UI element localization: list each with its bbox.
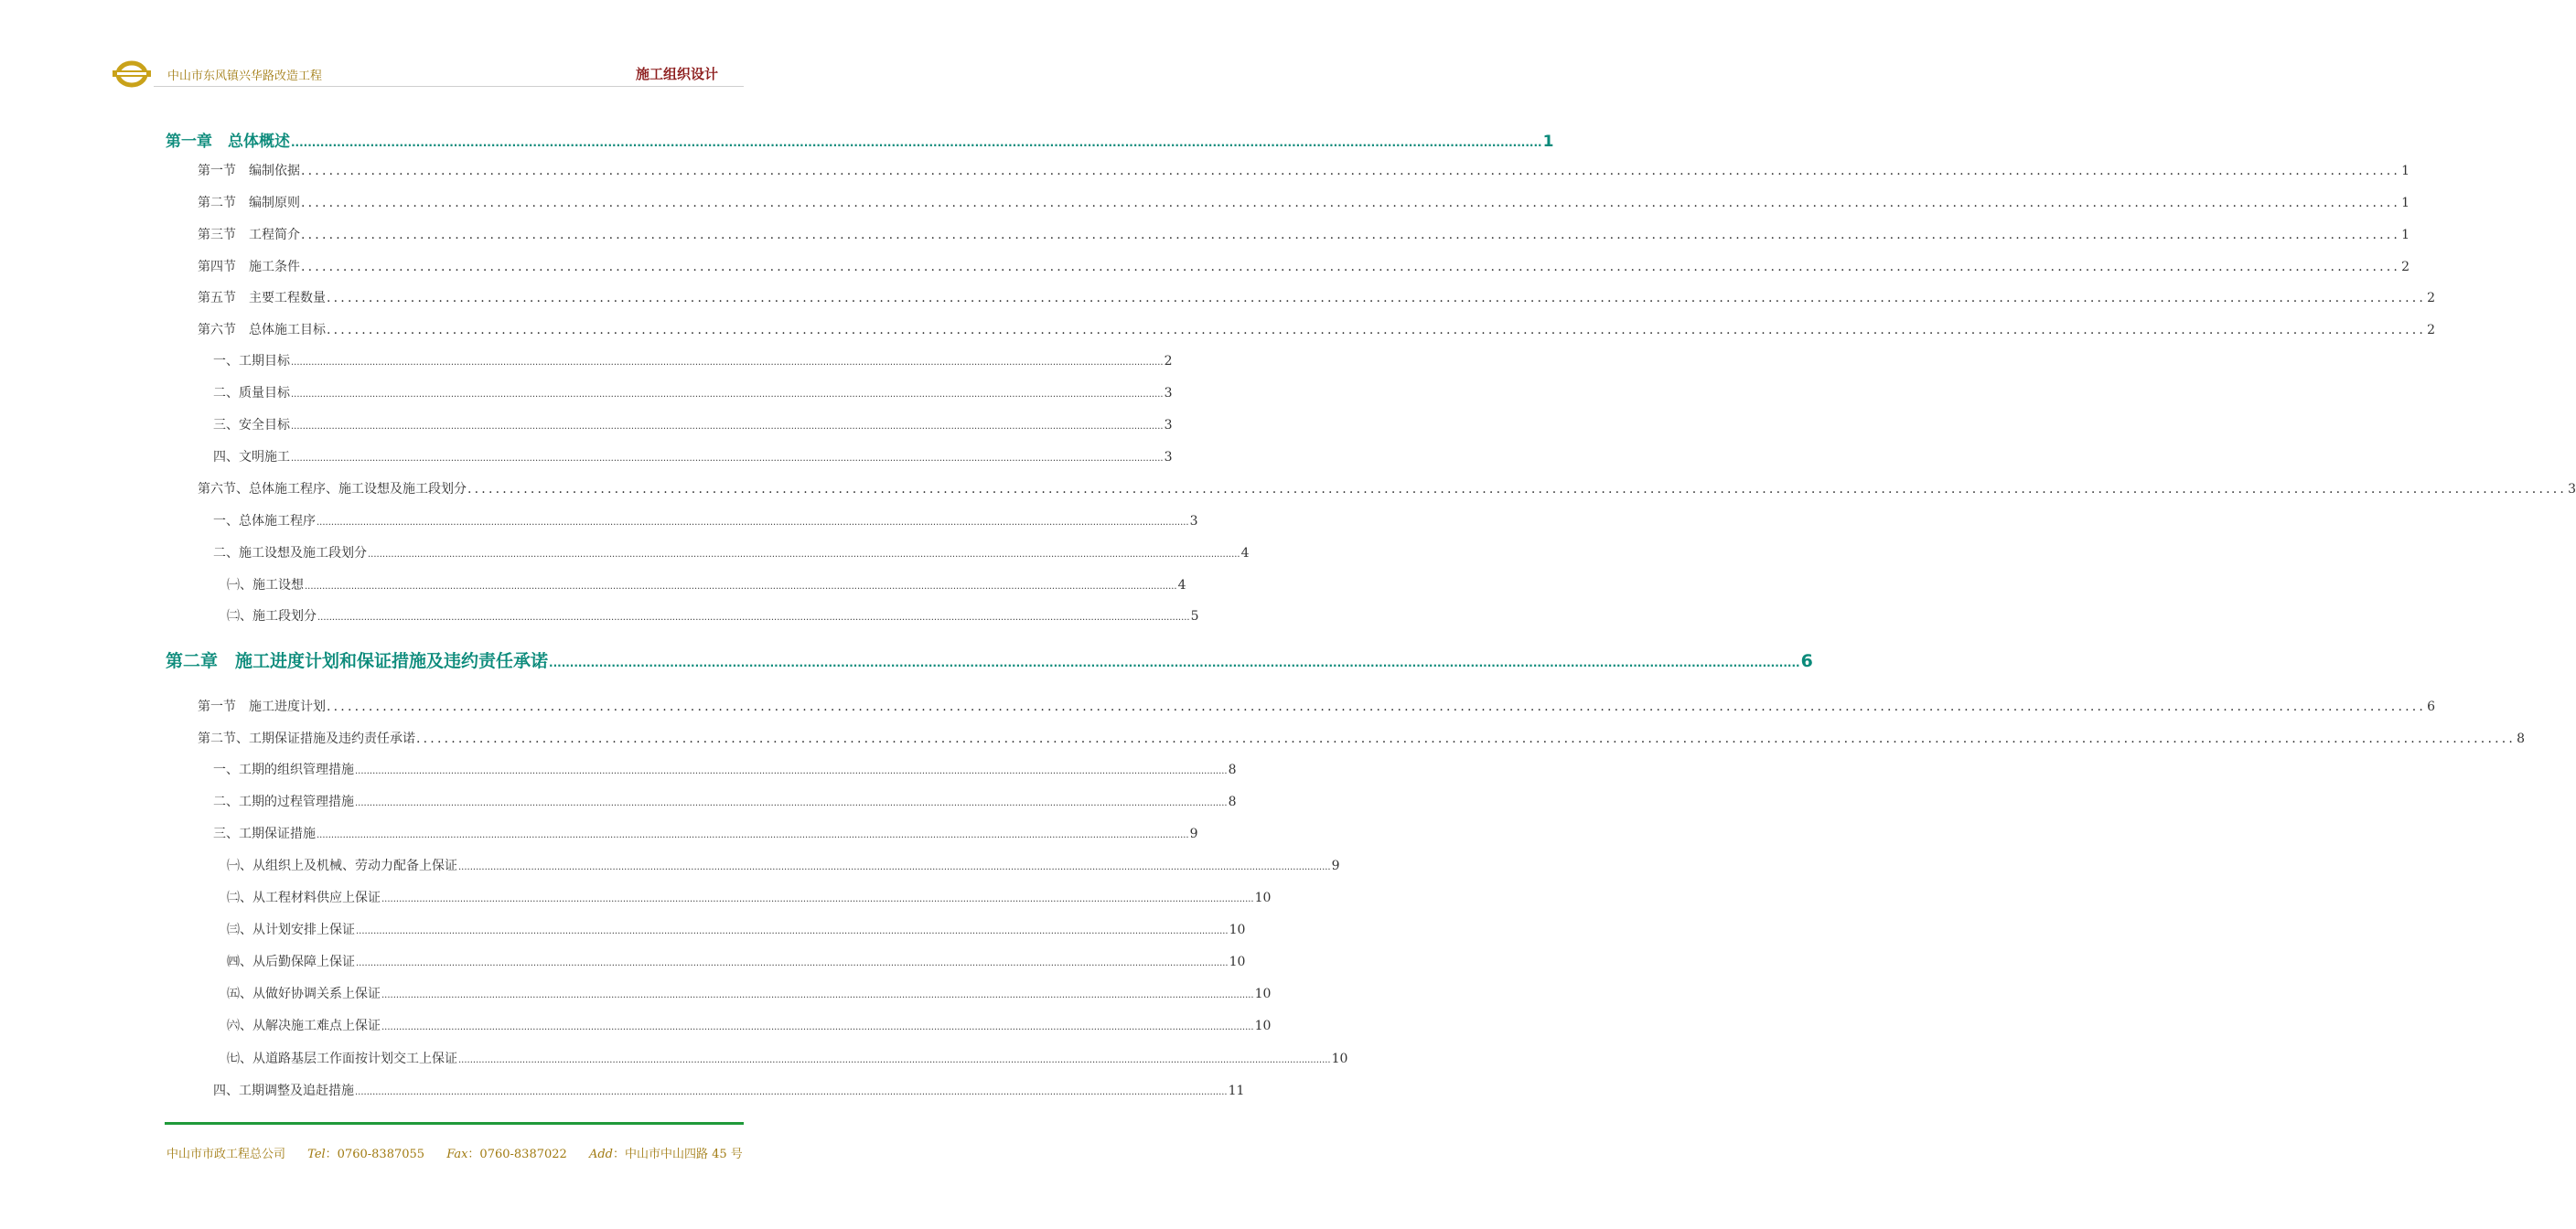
toc-leader-dots: ............................................................................................................................................................................................................................................................................................................: [305, 582, 1177, 592]
toc-leader-dots: ............................................................................................................................................................................................................................................................................................................: [368, 550, 1240, 560]
toc-page-number: 2: [2427, 291, 2435, 305]
toc-entry-label: 第二章 施工进度计划和保证措施及违约责任承诺: [166, 651, 549, 671]
toc-entry[interactable]: [213, 760, 1237, 778]
toc-page-number: 8: [1228, 795, 1237, 809]
header-document-type: 施工组织设计: [635, 66, 718, 82]
toc-page-number: 6: [2427, 700, 2435, 714]
toc-entry[interactable]: [198, 225, 2410, 243]
footer-divider: [165, 1122, 744, 1125]
toc-page-number: 3: [2568, 482, 2576, 497]
toc-page-number: 1: [2401, 196, 2410, 210]
toc-entry-label: 第二节 编制原则: [198, 196, 300, 210]
toc-entry[interactable]: [227, 1016, 1272, 1034]
toc-page-number: 3: [1189, 514, 1198, 529]
toc-leader-dots: ............................................................................................................................................................................................................................................................................................................: [291, 454, 1164, 464]
toc-entry-label: 第三节 工程简介: [198, 228, 300, 242]
toc-page-number: 2: [1164, 354, 1173, 369]
toc-entry[interactable]: [198, 479, 2576, 497]
toc-entry-label: 二、质量目标: [213, 386, 290, 401]
toc-entry[interactable]: [227, 984, 1272, 1002]
company-logo-icon: [110, 60, 154, 88]
toc-page-number: 2: [2427, 323, 2435, 337]
toc-entry-label: 三、工期保证措施: [213, 827, 316, 841]
toc-leader-dots: ............................................................................................................................................................................................................................................................................................................: [327, 291, 2427, 305]
toc-entry[interactable]: [213, 415, 1173, 433]
toc-page-number: 1: [1542, 133, 1554, 151]
toc-leader-dots: ............................................................................................................................................................................................................................................................................................................: [467, 482, 2568, 497]
toc-entry-label: 第六节、总体施工程序、施工设想及施工段划分: [198, 482, 467, 497]
toc-entry[interactable]: [213, 824, 1198, 842]
toc-entry-label: 第一节 施工进度计划: [198, 700, 326, 714]
toc-entry[interactable]: [213, 1081, 1245, 1099]
toc-entry-label: 第一节 编制依据: [198, 164, 300, 178]
toc-entry[interactable]: [227, 606, 1199, 625]
toc-leader-dots: ............................................................................................................................................................................................................................................................................................................: [381, 894, 1254, 904]
header-project-name: 中山市东风镇兴华路改造工程: [167, 69, 323, 83]
toc-entry-label: ㈡、施工段划分: [227, 609, 317, 624]
toc-page-number: 9: [1189, 827, 1198, 841]
toc-leader-dots: ............................................................................................................................................................................................................................................................................................................: [291, 390, 1164, 400]
header-divider: [154, 86, 744, 87]
toc-page-number: 10: [1331, 1052, 1348, 1066]
toc-page-number: 6: [1800, 651, 1813, 671]
toc-page-number: 10: [1254, 891, 1272, 905]
toc-leader-dots: ............................................................................................................................................................................................................................................................................................................: [301, 228, 2401, 242]
toc-entry-label: 二、工期的过程管理措施: [213, 795, 354, 809]
toc-leader-dots: ............................................................................................................................................................................................................................................................................................................: [381, 1022, 1254, 1032]
toc-page-number: 10: [1229, 923, 1246, 937]
toc-entry-label: 一、总体施工程序: [213, 514, 316, 529]
toc-leader-dots: ............................................................................................................................................................................................................................................................................................................: [301, 260, 2401, 274]
toc-page-number: 11: [1228, 1084, 1245, 1098]
toc-page-number: 10: [1229, 955, 1246, 969]
footer-tel-label: Tel: [307, 1148, 326, 1161]
toc-entry-label: ㈠、从组织上及机械、劳动力配备上保证: [227, 859, 457, 873]
toc-page-number: 4: [1240, 546, 1250, 561]
toc-page-number: 5: [1190, 609, 1199, 624]
toc-leader-dots: ............................................................................................................................................................................................................................................................................................................: [458, 1055, 1331, 1065]
footer-fax-label: Fax: [446, 1148, 468, 1161]
toc-leader-dots: ............................................................................................................................................................................................................................................................................................................: [317, 830, 1189, 840]
toc-page-number: 8: [1228, 763, 1237, 777]
toc-page-number: 1: [2401, 164, 2410, 178]
toc-page-number: 8: [2517, 732, 2525, 746]
page-header: [110, 55, 744, 88]
toc-entry[interactable]: [198, 257, 2410, 275]
toc-leader-dots: ............................................................................................................................................................................................................................................................................................................: [458, 862, 1331, 872]
toc-entry-label: 第四节 施工条件: [198, 260, 300, 274]
toc-entry[interactable]: [198, 320, 2435, 338]
footer-fax: ：0760-8387022: [467, 1148, 567, 1161]
toc-leader-dots: ............................................................................................................................................................................................................................................................................................................: [291, 358, 1164, 368]
toc-entry-label: ㈢、从计划安排上保证: [227, 923, 355, 937]
toc-leader-dots: ............................................................................................................................................................................................................................................................................................................: [356, 926, 1229, 936]
toc-leader-dots: ............................................................................................................................................................................................................................................................................................................: [355, 798, 1228, 808]
footer-address: ：中山市中山四路 45 号: [612, 1148, 743, 1161]
toc-leader-dots: ............................................................................................................................................................................................................................................................................................................: [291, 136, 1542, 149]
toc-page-number: 3: [1164, 386, 1173, 401]
toc-entry-label: 四、工期调整及追赶措施: [213, 1084, 354, 1098]
toc-entry[interactable]: [213, 511, 1198, 529]
toc-leader-dots: ............................................................................................................................................................................................................................................................................................................: [317, 518, 1189, 528]
toc-entry-label: 一、工期目标: [213, 354, 290, 369]
toc-entry[interactable]: [227, 920, 1246, 938]
toc-entry-label: 第一章 总体概述: [166, 133, 290, 151]
toc-leader-dots: ............................................................................................................................................................................................................................................................................................................: [327, 700, 2427, 714]
page-footer: [166, 1144, 743, 1161]
toc-entry-label: ㈡、从工程材料供应上保证: [227, 891, 381, 905]
toc-page-number: 10: [1254, 987, 1272, 1001]
toc-entry-label: 三、安全目标: [213, 418, 290, 433]
toc-entry-label: 第二节、工期保证措施及违约责任承诺: [198, 732, 415, 746]
toc-leader-dots: ............................................................................................................................................................................................................................................................................................................: [291, 422, 1164, 432]
toc-leader-dots: ............................................................................................................................................................................................................................................................................................................: [416, 732, 2517, 746]
toc-page-number: 3: [1164, 418, 1173, 433]
toc-entry[interactable]: [213, 792, 1237, 810]
toc-entry[interactable]: [227, 856, 1340, 874]
toc-page-number: 2: [2401, 260, 2410, 274]
toc-leader-dots: ............................................................................................................................................................................................................................................................................................................: [301, 164, 2401, 178]
toc-entry[interactable]: [213, 447, 1173, 465]
toc-page-number: 9: [1331, 859, 1340, 873]
footer-address-label: Add: [588, 1148, 613, 1161]
footer-company: 中山市市政工程总公司: [166, 1148, 286, 1161]
toc-leader-dots: ............................................................................................................................................................................................................................................................................................................: [317, 613, 1190, 623]
toc-entry[interactable]: [227, 888, 1272, 906]
toc-entry[interactable]: [198, 161, 2410, 179]
toc-leader-dots: ............................................................................................................................................................................................................................................................................................................: [301, 196, 2401, 210]
toc-entry[interactable]: [198, 193, 2410, 211]
toc-entry-label: ㈤、从做好协调关系上保证: [227, 987, 381, 1001]
toc-entry[interactable]: [198, 697, 2435, 715]
toc-leader-dots: ............................................................................................................................................................................................................................................................................................................: [381, 990, 1254, 1000]
toc-page-number: 1: [2401, 228, 2410, 242]
footer-tel: ：0760-8387055: [325, 1148, 425, 1161]
toc-entry[interactable]: [227, 952, 1246, 970]
toc-entry[interactable]: [213, 383, 1173, 401]
toc-entry-label: 第五节 主要工程数量: [198, 291, 326, 305]
toc-entry[interactable]: [227, 575, 1186, 593]
toc-leader-dots: ............................................................................................................................................................................................................................................................................................................: [356, 958, 1229, 968]
toc-entry[interactable]: [213, 351, 1173, 369]
toc-chapter-entry[interactable]: [166, 647, 1813, 672]
toc-entry-label: 一、工期的组织管理措施: [213, 763, 354, 777]
toc-entry[interactable]: [198, 729, 2525, 747]
toc-entry-label: 四、文明施工: [213, 450, 290, 465]
toc-entry-label: 二、施工设想及施工段划分: [213, 546, 367, 561]
toc-leader-dots: ............................................................................................................................................................................................................................................................................................................: [327, 323, 2427, 337]
toc-leader-dots: ............................................................................................................................................................................................................................................................................................................: [355, 1087, 1228, 1097]
toc-leader-dots: ............................................................................................................................................................................................................................................................................................................: [355, 766, 1228, 776]
toc-page-number: 10: [1254, 1019, 1272, 1033]
toc-page-number: 4: [1177, 578, 1186, 593]
toc-leader-dots: ............................................................................................................................................................................................................................................................................................................: [549, 657, 1800, 669]
toc-entry-label: ㈦、从道路基层工作面按计划交工上保证: [227, 1052, 457, 1066]
toc-entry-label: ㈣、从后勤保障上保证: [227, 955, 355, 969]
toc-entry[interactable]: [198, 288, 2435, 306]
toc-entry[interactable]: [227, 1049, 1348, 1067]
toc-page-number: 3: [1164, 450, 1173, 465]
toc-chapter-entry[interactable]: [166, 128, 1554, 151]
toc-entry-label: ㈠、施工设想: [227, 578, 304, 593]
toc-entry-label: ㈥、从解决施工难点上保证: [227, 1019, 381, 1033]
toc-entry[interactable]: [213, 543, 1250, 561]
toc-entry-label: 第六节 总体施工目标: [198, 323, 326, 337]
